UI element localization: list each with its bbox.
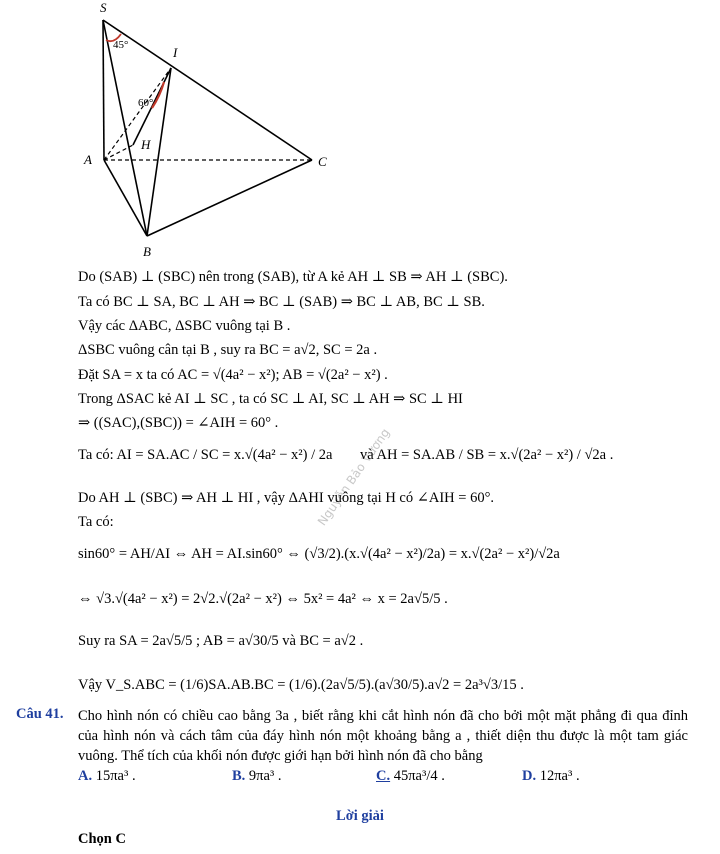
- edge-AB: [104, 160, 147, 236]
- option-c-letter: C.: [376, 768, 391, 784]
- solution-line-6: Trong ΔSAC kẻ AI ⊥ SC , ta có SC ⊥ AI, SC ⊥ AH ⇒ SC ⊥ HI: [78, 391, 463, 407]
- solution-line-5: Đặt SA = x ta có AC = √(4a² − x²); AB = √(2a² − x²) .: [78, 367, 388, 383]
- angle-45-label: 45°: [113, 39, 129, 51]
- edge-BC: [147, 160, 312, 236]
- solution-line-7: ⇒ ((SAC),(SBC)) = ∠AIH = 60° .: [78, 415, 279, 431]
- label-H: H: [141, 137, 151, 152]
- label-A: A: [84, 152, 92, 167]
- answer-choice: Chọn C: [78, 831, 126, 847]
- edge-SC: [103, 20, 312, 160]
- edge-SB: [103, 20, 147, 236]
- answer-heading: Lời giải: [336, 808, 384, 824]
- label-B: B: [143, 244, 151, 259]
- angle-60-label: 60°: [138, 97, 154, 109]
- option-a-letter: A.: [78, 768, 93, 784]
- option-a-value: 15πa³ .: [95, 768, 136, 784]
- option-b-value: 9πa³ .: [248, 768, 282, 784]
- solution-line-13: Suy ra SA = 2a√5/5 ; AB = a√30/5 và BC = a√2 .: [78, 633, 364, 649]
- option-d[interactable]: [522, 768, 580, 785]
- solution-line-10: Ta có:: [78, 514, 114, 530]
- solution-line-9: Do AH ⊥ (SBC) ⇒ AH ⊥ HI , vậy ΔAHI vuông tại H có ∠AIH = 60°.: [78, 490, 494, 506]
- solution-line-8a: Ta có: AI = SA.AC / SC = x.√(4a² − x²) / 2a: [78, 447, 333, 463]
- option-c[interactable]: [376, 768, 445, 785]
- solution-line-1: Do (SAB) ⊥ (SBC) nên trong (SAB), từ A kẻ AH ⊥ SB ⇒ AH ⊥ (SBC).: [78, 269, 508, 285]
- option-a[interactable]: [78, 768, 136, 785]
- option-b-letter: B.: [232, 768, 246, 784]
- solution-line-4: ΔSBC vuông cân tại B , suy ra BC = a√2, SC = 2a .: [78, 342, 378, 358]
- question-number: Câu 41.: [16, 706, 64, 722]
- label-C: C: [318, 154, 327, 169]
- pyramid-figure: [0, 0, 720, 270]
- segment-AI: [104, 68, 171, 160]
- label-I: I: [173, 45, 178, 60]
- solution-line-2: Ta có BC ⊥ SA, BC ⊥ AH ⇒ BC ⊥ (SAB) ⇒ BC ⊥ AB, BC ⊥ SB.: [78, 294, 485, 310]
- option-c-value: 45πa³/4 .: [393, 768, 445, 784]
- solution-line-14: Vậy V_S.ABC = (1/6)SA.AB.BC = (1/6).(2a√5/5).(a√30/5).a√2 = 2a³√3/15 .: [78, 677, 524, 693]
- label-S: S: [100, 0, 107, 15]
- option-d-value: 12πa³ .: [539, 768, 580, 784]
- solution-line-12: ⇔ √3.√(4a² − x²) = 2√2.√(2a² − x²) ⇔ 5x² = 4a² ⇔ x = 2a√5/5 .: [78, 591, 448, 607]
- option-b[interactable]: [232, 768, 282, 785]
- solution-line-11: sin60° = AH/AI ⇔ AH = AI.sin60° ⇔ (√3/2).(x.√(4a² − x²)/2a) = x.√(2a² − x²)/√2a: [78, 546, 560, 562]
- option-d-letter: D.: [522, 768, 537, 784]
- solution-line-8b: và AH = SA.AB / SB = x.√(2a² − x²) / √2a .: [360, 447, 614, 463]
- edge-SA: [103, 20, 104, 160]
- question-text: Cho hình nón có chiều cao bằng 3a , biết rằng khi cắt hình nón đã cho bởi một mặt phẳng đi qua đỉnh của hình nón và cách tâm của đáy hình nón một khoảng bằng a , thiết diện thu được là một tam giác vuông. Thể tích của khối nón được giới hạn bởi hình nón đã cho bằng: [78, 708, 688, 764]
- solution-line-3: Vậy các ΔABC, ΔSBC vuông tại B .: [78, 318, 291, 334]
- watermark: Nguyễn Bảo Vương: [314, 425, 393, 529]
